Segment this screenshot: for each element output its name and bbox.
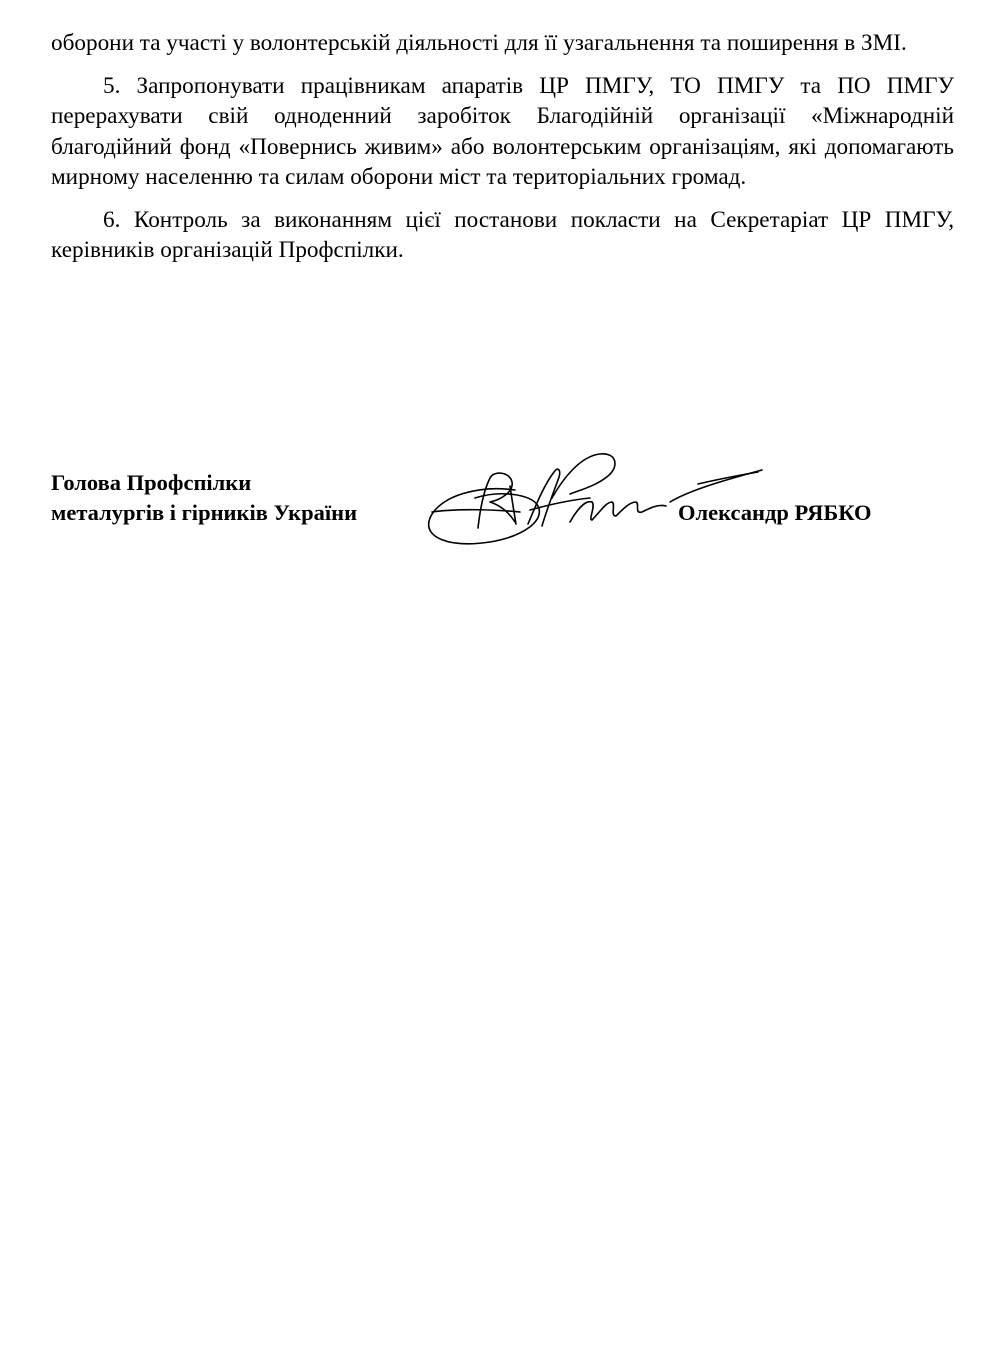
paragraph-item-5: 5. Запропонувати працівникам апаратів ЦР ПМГУ, ТО ПМГУ та ПО ПМГУ перерахувати свій одноденний заробіток Благодійній організації «Міжнародній благодійний фонд «Повернись живим» або волонтерським організаціям, які допомагають мирному населенню та силам оборони міст та територіальних громад. [51,72,954,190]
paragraph-continuation: оборони та участі у волонтерській діяльності для її узагальнення та поширення в ЗМІ. [51,30,907,56]
signatory-title-line-1: Голова Профспілки [51,470,252,495]
document-body [51,28,954,278]
signatory-title-line-2: металургів і гірників України [51,500,358,525]
paragraph-item-6: 6. Контроль за виконанням цієї постанови покласти на Секретаріат ЦР ПМГУ, керівників організацій Профспілки. [51,206,954,263]
signatory-title [51,468,357,528]
signatory-name: Олександр РЯБКО [678,500,872,525]
